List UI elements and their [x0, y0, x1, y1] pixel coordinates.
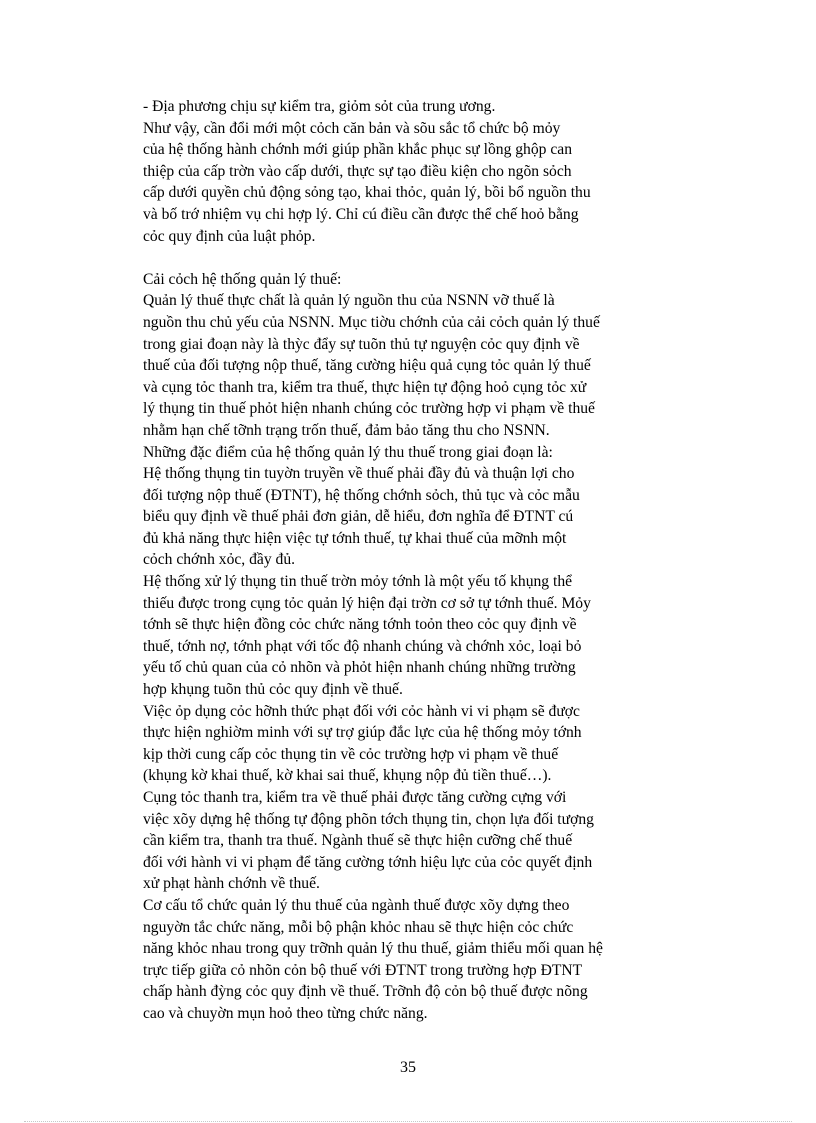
text-line: và cụng tỏc thanh tra, kiểm tra thuế, thực hiện tự động hoỏ cụng tỏc xử — [143, 378, 587, 396]
text-line: Như vậy, cần đổi mới một cỏch căn bản và sõu sắc tổ chức bộ mỏy — [143, 119, 561, 137]
text-line: Hệ thống xử lý thụng tin thuế trờn mỏy tớnh là một yếu tố khụng thể — [143, 573, 573, 591]
text-line: biểu quy định về thuế phải đơn giản, dễ hiểu, đơn nghĩa để ĐTNT cú — [143, 508, 574, 526]
text-line: cỏc quy định của luật phỏp. — [143, 227, 316, 245]
text-line: Những đặc điểm của hệ thống quản lý thu thuế trong giai đoạn là: — [143, 443, 553, 461]
text-line: tớnh sẽ thực hiện đồng cỏc chức năng tớnh toỏn theo cỏc quy định về — [143, 616, 577, 634]
text-line: Cơ cấu tổ chức quản lý thu thuế của ngành thuế được xõy dựng theo — [143, 896, 570, 914]
paragraph-local-oversight — [143, 96, 721, 247]
text-line: Quản lý thuế thực chất là quản lý nguồn thu của NSNN vỡ thuế là — [143, 292, 555, 310]
text-line: trong giai đoạn này là thỳc đẩy sự tuõn thủ tự nguyện cỏc quy định về — [143, 335, 580, 353]
paragraph-penalties — [143, 701, 721, 787]
text-line: năng khỏc nhau trong quy trỡnh quản lý thu thuế, giảm thiểu mối quan hệ — [143, 940, 603, 958]
text-line: cỏch chớnh xỏc, đầy đủ. — [143, 551, 296, 569]
text-line: thực hiện nghiờm minh với sự trợ giúp đắc lực của hệ thống mỏy tớnh — [143, 724, 582, 742]
text-line: nguyờn tắc chức năng, mỗi bộ phận khỏc nhau sẽ thực hiện cỏc chức — [143, 918, 574, 936]
footer-divider — [24, 1121, 792, 1122]
text-line: chấp hành đỳng cỏc quy định về thuế. Trỡnh độ cỏn bộ thuế được nõng — [143, 983, 588, 1001]
paragraph-computer-processing — [143, 571, 721, 701]
text-line: cấp dưới quyền chủ động sỏng tạo, khai thỏc, quản lý, bồi bổ nguồn thu — [143, 184, 591, 202]
text-line: thiếu được trong cụng tỏc quản lý hiện đại trờn cơ sở tự tớnh thuế. Mỏy — [143, 594, 591, 612]
text-line: - Địa phương chịu sự kiểm tra, giỏm sỏt của trung ương. — [143, 98, 496, 115]
text-line: cao và chuyờn mụn hoỏ theo từng chức năng. — [143, 1004, 428, 1022]
paragraph-organization — [143, 895, 721, 1025]
section-heading: Cải cỏch hệ thống quản lý thuế: — [143, 270, 342, 288]
paragraph-tax-management — [143, 290, 721, 441]
text-line: cần kiểm tra, thanh tra thuế. Ngành thuế sẽ thực hiện cưỡng chế thuế — [143, 832, 573, 850]
text-line: nhằm hạn chế tỡnh trạng trốn thuế, đảm bảo tăng thu cho NSNN. — [143, 421, 550, 439]
text-line: thiệp của cấp trờn vào cấp dưới, thực sự tạo điều kiện cho ngõn sỏch — [143, 162, 572, 180]
text-line: đối với hành vi vi phạm để tăng cường tớnh hiệu lực của cỏc quyết định — [143, 853, 593, 871]
text-line: (khụng kờ khai thuế, kờ khai sai thuế, khụng nộp đủ tiền thuế…). — [143, 767, 552, 785]
text-line: thuế của đối tượng nộp thuế, tăng cường hiệu quả cụng tỏc quản lý thuế — [143, 357, 591, 375]
text-line: việc xõy dựng hệ thống tự động phõn tớch thụng tin, chọn lựa đối tượng — [143, 810, 594, 828]
text-line: thuế, tớnh nợ, tớnh phạt với tốc độ nhanh chúng và chớnh xỏc, loại bỏ — [143, 637, 582, 655]
text-line: lý thụng tin thuế phỏt hiện nhanh chúng cỏc trường hợp vi phạm về thuế — [143, 400, 595, 418]
text-line: yếu tố chủ quan của cỏ nhõn và phỏt hiện nhanh chúng những trường — [143, 659, 576, 677]
text-line: trực tiếp giữa cỏ nhõn cỏn bộ thuế với ĐTNT trong trường hợp ĐTNT — [143, 961, 583, 979]
text-line: Việc ỏp dụng cỏc hỡnh thức phạt đối với cỏc hành vi vi phạm sẽ được — [143, 702, 580, 720]
document-body — [143, 96, 721, 1025]
paragraph-inspection — [143, 787, 721, 895]
text-line: hợp khụng tuõn thủ cỏc quy định về thuế. — [143, 681, 403, 699]
text-line: đủ khả năng thực hiện việc tự tớnh thuế, tự khai thuế của mỡnh một — [143, 529, 567, 547]
paragraph-system-features — [143, 442, 721, 572]
text-line: và bố trớ nhiệm vụ chi hợp lý. Chỉ cú điều cần được thể chế hoỏ bằng — [143, 205, 579, 223]
text-line: Hệ thống thụng tin tuyờn truyền về thuế phải đầy đủ và thuận lợi cho — [143, 465, 575, 483]
text-line: đối tượng nộp thuế (ĐTNT), hệ thống chớnh sỏch, thủ tục và cỏc mẫu — [143, 486, 580, 504]
text-line: xử phạt hành chớnh về thuế. — [143, 875, 320, 893]
text-line: Cụng tỏc thanh tra, kiểm tra về thuế phải được tăng cường cựng với — [143, 789, 567, 806]
text-line: nguồn thu chủ yếu của NSNN. Mục tiờu chớnh của cải cỏch quản lý thuế — [143, 313, 600, 331]
text-line: của hệ thống hành chớnh mới giúp phần khắc phục sự lồng ghộp can — [143, 141, 572, 159]
text-line: kịp thời cung cấp cỏc thụng tin về cỏc trường hợp vi phạm về thuế — [143, 745, 559, 763]
page-number: 35 — [400, 1059, 416, 1076]
paragraph-spacer — [143, 247, 721, 269]
